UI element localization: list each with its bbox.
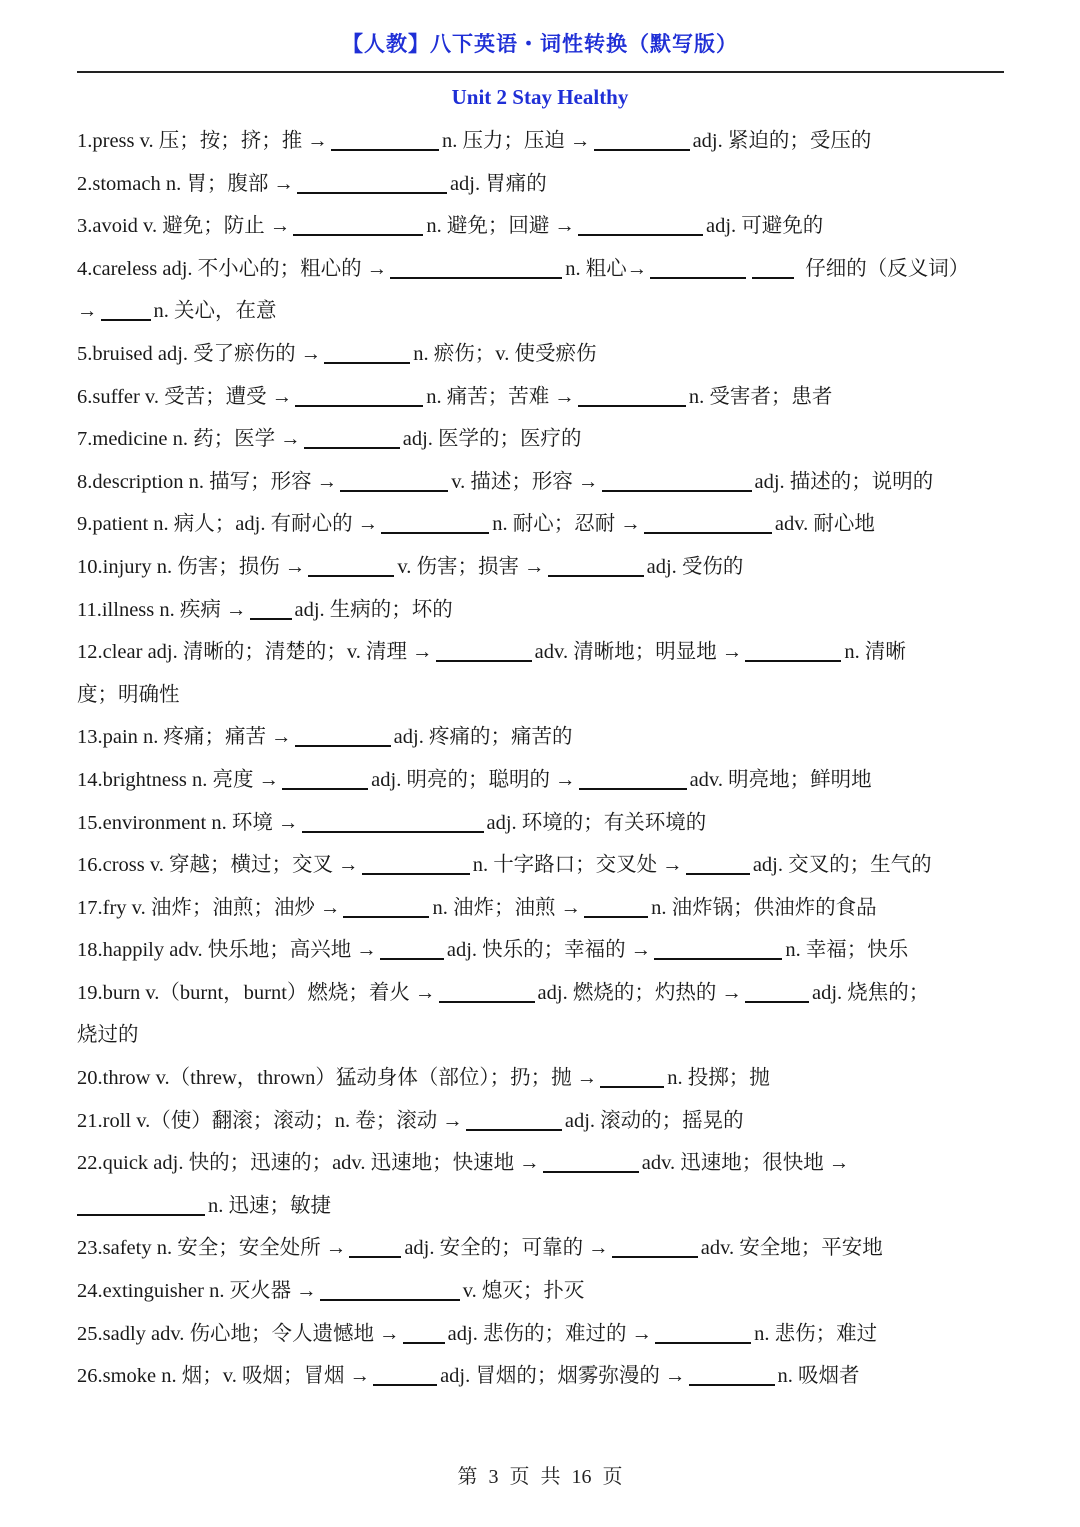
answer-blank[interactable] (655, 1320, 751, 1344)
answer-blank[interactable] (343, 894, 429, 918)
exercise-item-4-cont: → n. 关心，在意 (77, 290, 1007, 333)
answer-blank[interactable] (77, 1192, 205, 1216)
exercise-item-4: 4.careless adj. 不小心的；粗心的 → n. 粗心→ 仔细的（反义词） (77, 248, 1007, 291)
exercise-item-22: 22.quick adj. 快的；迅速的；adv. 迅速地；快速地 → adv. 迅速地；很快地 → (77, 1142, 1007, 1185)
answer-blank[interactable] (578, 383, 686, 407)
answer-blank[interactable] (403, 1320, 445, 1344)
exercise-item-24: 24.extinguisher n. 灭火器 → v. 熄灭；扑灭 (77, 1270, 1007, 1313)
answer-blank[interactable] (362, 851, 470, 875)
exercise-item-13: 13.pain n. 疼痛；痛苦 → adj. 疼痛的；痛苦的 (77, 716, 1007, 759)
answer-blank[interactable] (293, 212, 423, 236)
answer-blank[interactable] (439, 979, 535, 1003)
exercise-item-19-cont: 烧过的 (77, 1024, 139, 1047)
exercise-item-17: 17.fry v. 油炸；油煎；油炒 → n. 油炸；油煎 → n. 油炸锅；供油炸的食品 (77, 887, 1007, 930)
answer-blank[interactable] (602, 468, 752, 492)
answer-blank[interactable] (340, 468, 448, 492)
exercise-item-2: 2.stomach n. 胃；腹部 → adj. 胃痛的 (77, 163, 1007, 206)
exercise-item-12-cont: 度；明确性 (77, 683, 180, 706)
exercise-item-12: 12.clear adj. 清晰的；清楚的；v. 清理 → adv. 清晰地；明显地 → n. 清晰 (77, 631, 1007, 674)
answer-blank[interactable] (612, 1234, 698, 1258)
exercise-item-21: 21.roll v.（使）翻滚；滚动；n. 卷；滚动 → adj. 滚动的；摇晃的 (77, 1100, 1007, 1143)
page-number: 第 3 页 共 16 页 (457, 1466, 623, 1488)
exercise-item-11: 11.illness n. 疾病 → adj. 生病的；坏的 (77, 589, 1007, 632)
answer-blank[interactable] (578, 212, 703, 236)
answer-blank[interactable] (349, 1234, 401, 1258)
answer-blank[interactable] (295, 723, 391, 747)
answer-blank[interactable] (381, 510, 489, 534)
answer-blank[interactable] (297, 170, 447, 194)
answer-blank[interactable] (436, 638, 532, 662)
exercise-item-18: 18.happily adv. 快乐地；高兴地 → adj. 快乐的；幸福的 → n. 幸福；快乐 (77, 929, 1007, 972)
exercise-item-26: 26.smoke n. 烟；v. 吸烟；冒烟 → adj. 冒烟的；烟雾弥漫的 → n. 吸烟者 (77, 1355, 1007, 1398)
exercise-item-5: 5.bruised adj. 受了瘀伤的 → n. 瘀伤；v. 使受瘀伤 (77, 333, 1007, 376)
answer-blank[interactable] (282, 766, 368, 790)
exercise-item-23: 23.safety n. 安全；安全处所 → adj. 安全的；可靠的 → adv. 安全地；平安地 (77, 1227, 1007, 1270)
answer-blank[interactable] (594, 127, 690, 151)
answer-blank[interactable] (250, 596, 292, 620)
exercise-item-16: 16.cross v. 穿越；横过；交叉 → n. 十字路口；交叉处 → adj. 交叉的；生气的 (77, 844, 1007, 887)
answer-blank[interactable] (390, 255, 562, 279)
answer-blank[interactable] (650, 255, 746, 279)
answer-blank[interactable] (745, 638, 841, 662)
answer-blank[interactable] (644, 510, 772, 534)
answer-blank[interactable] (686, 851, 750, 875)
answer-blank[interactable] (308, 553, 394, 577)
exercise-item-9: 9.patient n. 病人；adj. 有耐心的 → n. 耐心；忍耐 → adv. 耐心地 (77, 503, 1007, 546)
exercise-item-6: 6.suffer v. 受苦；遭受 → n. 痛苦；苦难 → n. 受害者；患者 (77, 376, 1007, 419)
answer-blank[interactable] (466, 1107, 562, 1131)
answer-blank[interactable] (324, 340, 410, 364)
answer-blank[interactable] (331, 127, 439, 151)
exercise-item-14: 14.brightness n. 亮度 → adj. 明亮的；聪明的 → adv. 明亮地；鲜明地 (77, 759, 1007, 802)
unit-title: Unit 2 Stay Healthy (451, 85, 629, 109)
answer-blank[interactable] (101, 297, 151, 321)
exercise-item-3: 3.avoid v. 避免；防止 → n. 避免；回避 → adj. 可避免的 (77, 205, 1007, 248)
exercise-item-20: 20.throw v.（threw，thrown）猛动身体（部位）；扔；抛 → n. 投掷；抛 (77, 1057, 1007, 1100)
answer-blank[interactable] (373, 1362, 437, 1386)
answer-blank[interactable] (584, 894, 648, 918)
exercise-item-22-cont: n. 迅速；敏捷 (77, 1185, 1007, 1228)
answer-blank[interactable] (302, 809, 484, 833)
answer-blank[interactable] (295, 383, 423, 407)
document-header: 【人教】八下英语・词性转换（默写版） (342, 32, 738, 56)
answer-blank[interactable] (304, 425, 400, 449)
exercise-list (77, 120, 1007, 1398)
exercise-item-15: 15.environment n. 环境 → adj. 环境的；有关环境的 (77, 802, 1007, 845)
answer-blank[interactable] (548, 553, 644, 577)
exercise-item-8: 8.description n. 描写；形容 → v. 描述；形容 → adj. 描述的；说明的 (77, 461, 1007, 504)
exercise-item-1: 1.press v. 压；按；挤；推 → n. 压力；压迫 → adj. 紧迫的；受压的 (77, 120, 1007, 163)
answer-blank[interactable] (752, 255, 794, 279)
header-divider (77, 71, 1004, 73)
answer-blank[interactable] (654, 936, 782, 960)
exercise-item-19: 19.burn v.（burnt，burnt）燃烧；着火 → adj. 燃烧的；灼热的 → adj. 烧焦的； (77, 972, 1007, 1015)
answer-blank[interactable] (579, 766, 687, 790)
answer-blank[interactable] (543, 1149, 639, 1173)
answer-blank[interactable] (600, 1064, 664, 1088)
exercise-item-7: 7.medicine n. 药；医学 → adj. 医学的；医疗的 (77, 418, 1007, 461)
answer-blank[interactable] (380, 936, 444, 960)
answer-blank[interactable] (689, 1362, 775, 1386)
exercise-item-10: 10.injury n. 伤害；损伤 → v. 伤害；损害 → adj. 受伤的 (77, 546, 1007, 589)
answer-blank[interactable] (320, 1277, 460, 1301)
answer-blank[interactable] (745, 979, 809, 1003)
exercise-item-25: 25.sadly adv. 伤心地；令人遗憾地 → adj. 悲伤的；难过的 → n. 悲伤；难过 (77, 1313, 1007, 1356)
